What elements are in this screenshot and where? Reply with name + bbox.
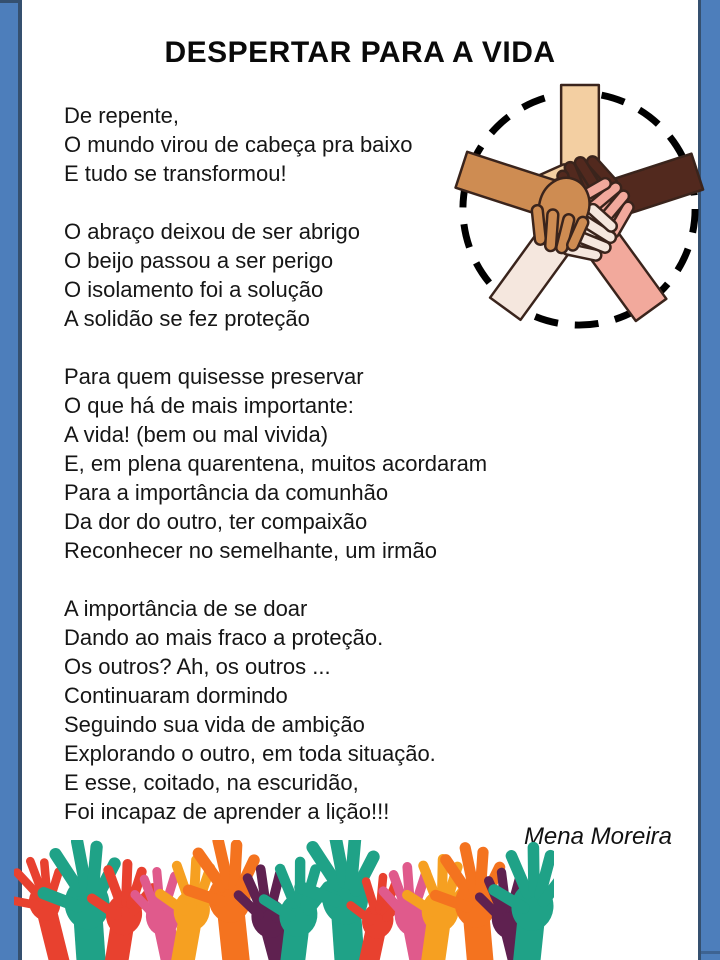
- poem-line: A vida! (bem ou mal vivida): [64, 422, 329, 447]
- page-title: DESPERTAR PARA A VIDA: [164, 36, 556, 69]
- poem-line: Dando ao mais fraco a proteção.: [64, 625, 384, 650]
- poem-line: O isolamento foi a solução: [64, 277, 324, 302]
- poem-line: E tudo se transformou!: [64, 161, 287, 186]
- poem-line: O beijo passou a ser perigo: [64, 248, 334, 273]
- poem-line: O mundo virou de cabeça pra baixo: [64, 132, 413, 157]
- stanza-3: [64, 362, 644, 565]
- stanza-2: [64, 217, 644, 333]
- poem-line: A solidão se fez proteção: [64, 306, 310, 331]
- poem-line: Os outros? Ah, os outros ...: [64, 654, 331, 679]
- poem-line: E esse, coitado, na escuridão,: [64, 770, 359, 795]
- poem-line: De repente,: [64, 103, 179, 128]
- poem-line: Continuaram dormindo: [64, 683, 288, 708]
- poem-line: O abraço deixou de ser abrigo: [64, 219, 360, 244]
- poem-line: O que há de mais importante:: [64, 393, 354, 418]
- raised-hands-illustration: [14, 840, 554, 960]
- poem-line: Para quem quisesse preservar: [64, 364, 364, 389]
- author-signature: Mena Moreira: [523, 823, 672, 850]
- poem-line: Explorando o outro, em toda situação.: [64, 741, 436, 766]
- left-frame-bar: [0, 0, 22, 960]
- raised-hands-icon: [14, 840, 554, 960]
- poem-line: Reconhecer no semelhante, um irmão: [64, 538, 437, 563]
- poem-line: Foi incapaz de aprender a lição!!!: [64, 799, 390, 824]
- poem-body: [64, 101, 644, 855]
- stanza-4: [64, 594, 644, 826]
- poem-line: E, em plena quarentena, muitos acordaram: [64, 451, 488, 476]
- stanza-1: [64, 101, 644, 188]
- poem-line: Seguindo sua vida de ambição: [64, 712, 365, 737]
- poem-line: A importância de se doar: [64, 596, 308, 621]
- poem-line: Para a importância da comunhão: [64, 480, 389, 505]
- poem-line: Da dor do outro, ter compaixão: [64, 509, 368, 534]
